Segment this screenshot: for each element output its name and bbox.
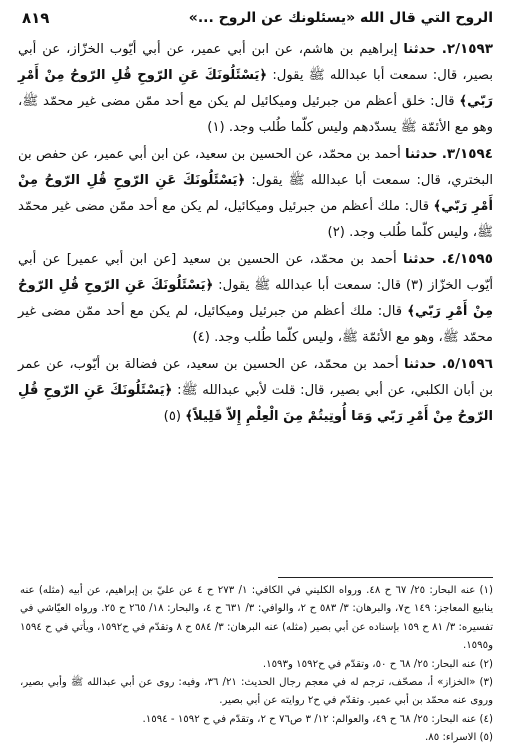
quran-verse: ﴿يَسْئَلُونَكَ عَنِ الرّوحِ قُلِ الرّوحُ مِنْ أَمْرِ رَبّي﴾ <box>18 278 494 319</box>
hadith-number: ٥/١٥٩٦. <box>441 356 493 372</box>
hadith-number: ٤/١٥٩٥. <box>441 251 493 267</box>
haddathana-word: حدثنا <box>405 147 438 162</box>
hadith-text-continued: قال: خلق أعظم من جبرئيل وميكائيل لم يكن مع أحد ممّن مضى غير محمّد ﷺ، وهو مع الأئمّة ﷺ يسدّدهم وليس كلّما طُلب وجد. (١) <box>18 94 493 135</box>
haddathana-word: حدثنا <box>403 357 437 372</box>
main-text <box>18 36 493 430</box>
hadith-text: أحمد بن محمّد، عن الحسين بن سعيد، عن فضالة بن أيّوب، عن عمر بن أبان الكلبي، عن أبي بصير، قال: قلت لأبي عبدالله ﷺ: <box>18 357 494 398</box>
quran-verse: ﴿يَسْئَلُونَكَ عَنِ الرّوحِ قُلِ الرّوحُ مِنْ أَمْرِ رَبّي وَمَا أُوتِيتُمْ مِنَ الْعِلْمِ إِلاّ قَلِيلاً﴾ <box>18 383 493 424</box>
haddathana-word: حدثنا <box>403 42 436 57</box>
hadith-1595 <box>18 246 493 351</box>
hadith-text-continued: (٥) <box>163 409 186 424</box>
footnote-4: (٤) عنه البحار: ٢٥/ ٦٨ ح ٤٩، والعوالم: ١٢/ ٣ ص٧٦ ح ٢، وتقدّم في ح ١٥٩٢ - ١٥٩٤. <box>142 713 493 725</box>
hadith-number: ٣/١٥٩٤. <box>441 146 493 162</box>
hadith-1593 <box>18 36 493 141</box>
footnote-3: (٣) «الخزاز» أ، مصحّف، ترجم له في معجم رجال الحديث: ٢١/ ٣٦، وفيه: روى عن أبي عبدالله ﷺ وأبي بصير، وروى عنه محمّد بن أبي عمير. وتقدّم في ح٢ روايته عن أبي بصير. <box>20 677 493 707</box>
hadith-text: إبراهيم بن هاشم، عن ابن أبي عمير، عن أبي أيّوب الخزّاز، عن أبي بصير، قال: سمعت أبا عبدالله ﷺ يقول: <box>18 42 493 83</box>
hadith-text: أحمد بن محمّد، عن الحسين بن سعيد [عن ابن أبي عمير] عن أبي أيّوب الخزّاز (٣) قال: سمعت أبا عبدالله ﷺ يقول: <box>18 252 494 293</box>
footnote-2: (٢) عنه البحار: ٢٥/ ٦٨ ح ٥٠، وتقدّم في ح١٥٩٢ و١٥٩٣. <box>262 658 493 670</box>
hadith-number: ٢/١٥٩٣. <box>441 41 493 57</box>
footnote-separator <box>278 577 493 578</box>
hadith-text-continued: قال: ملك أعظم من جبرئيل وميكائيل، لم يكن مع أحد ممّن مضى غير محمّد ﷺ، وليس كلّما طُلب وجد. (٢) <box>18 199 493 240</box>
quran-verse: ﴿يَسْئَلُونَكَ عَنِ الرّوحِ قُلِ الرّوحُ مِنْ أَمْرِ رَبّي﴾ <box>18 173 493 214</box>
page-number: ٨١٩ <box>22 9 50 27</box>
hadith-text-continued: قال: ملك أعظم من جبرئيل وميكائيل، لم يكن مع أحد ممّن مضى غير محمّد ﷺ، وهو مع الأئمّة ﷺ، وليس كلّما طُلب وجد. (٤) <box>18 304 493 345</box>
footnotes <box>20 582 493 748</box>
page-header <box>22 4 493 32</box>
quran-verse: ﴿يَسْئَلُونَكَ عَنِ الرّوحِ قُلِ الرّوحُ مِنْ أَمْرِ رَبّي﴾ <box>18 68 493 109</box>
footnote-5: (٥) الاسراء: ٨٥. <box>425 732 493 744</box>
haddathana-word: حدثنا <box>403 252 436 267</box>
running-head: الروح التي قال الله «يسئلونك عن الروح ...» <box>188 10 493 26</box>
hadith-1596 <box>18 351 493 430</box>
hadith-1594 <box>18 141 493 246</box>
hadith-text: أحمد بن محمّد، عن الحسين بن سعيد، عن ابن أبي عمير، عن حفص بن البختري، قال: سمعت أبا عبدالله ﷺ يقول: <box>18 147 493 188</box>
footnote-1: (١) عنه البحار: ٢٥/ ٦٧ ح ٤٨. ورواه الكليني في الكافي: ١/ ٢٧٣ ح ٤ عن عليّ بن إبراهيم، عن أبيه (مثله) عنه ينابيع المعاجز: ١٤٩ ح٧، والبرهان: ٣/ ٥٨٣ ح ٢، والوافي: ٣/ ٦٣١ ح ٤، والبحار: ١٨/ ٢٦٥ ح ٢٥. ورواه العيّاشي في تفسيره: ٣/ ٨١ ح ١٥٩ بإسناده عن أبي بصير (مثله) عنه البرهان: ٣/ ٥٨٤ ح ٨ وتقدّم في ح١٥٩٢، ويأتي في ح ١٥٩٤ و١٥٩٥. <box>20 585 494 652</box>
